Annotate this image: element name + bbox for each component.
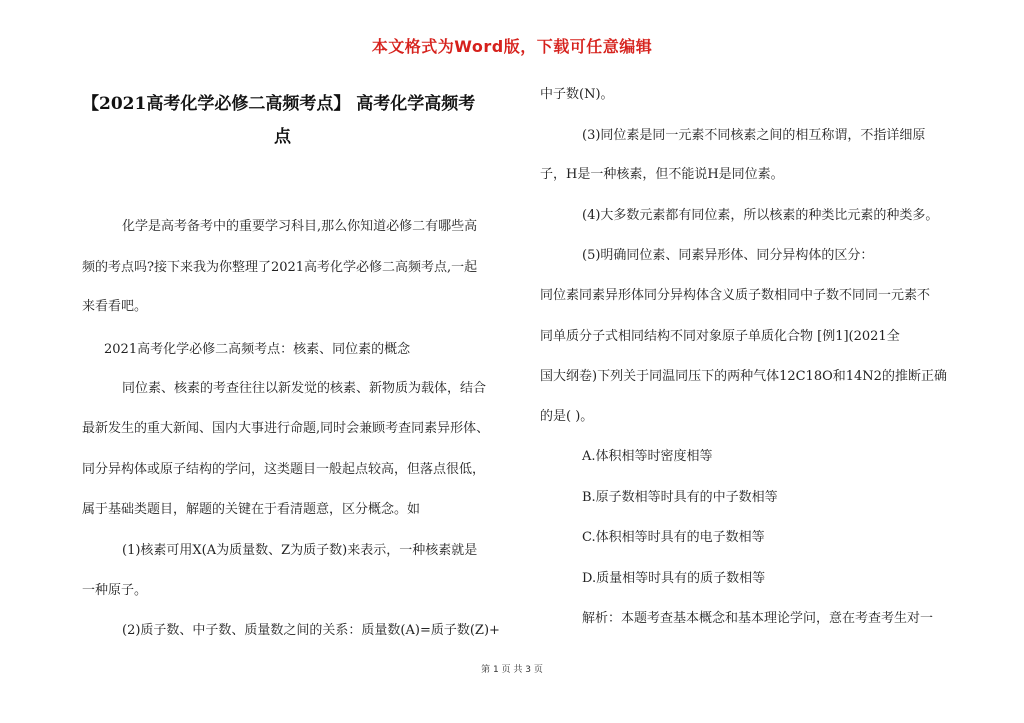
paragraph-line: 国大纲卷)下列关于同温同压下的两种气体12C18O和14N2的推断正确 xyxy=(540,369,947,384)
paragraph-line: 属于基础类题目，解题的关键在于看清题意，区分概念。如 xyxy=(82,502,421,517)
paragraph-line: 频的考点吗?接下来我为你整理了2021高考化学必修二高频考点,一起 xyxy=(82,260,478,275)
paragraph-line: 的是( )。 xyxy=(540,409,594,424)
option-b: B.原子数相等时具有的中子数相等 xyxy=(582,490,778,505)
paragraph-line: (1)核素可用X(A为质量数、Z为质子数)来表示，一种核素就是 xyxy=(122,543,478,558)
section-heading: 2021高考化学必修二高频考点：核素、同位素的概念 xyxy=(104,342,411,357)
word-format-banner: 本文格式为Word版，下载可任意编辑 xyxy=(371,37,653,56)
paragraph-line: 同分异构体或原子结构的学问，这类题目一般起点较高，但落点很低， xyxy=(82,462,486,477)
page-number: 第 1 页 共 3 页 xyxy=(481,665,543,675)
article-title-line-2: 点 xyxy=(274,127,291,147)
paragraph-line: 子，H是一种核素，但不能说H是同位素。 xyxy=(540,167,784,182)
option-d: D.质量相等时具有的质子数相等 xyxy=(582,571,766,586)
paragraph-line: (4)大多数元素都有同位素，所以核素的种类比元素的种类多。 xyxy=(582,208,939,223)
paragraph-line: 化学是高考备考中的重要学习科目,那么你知道必修二有哪些高 xyxy=(122,219,478,234)
option-a: A.体积相等时密度相等 xyxy=(582,449,713,464)
paragraph-line: 中子数(N)。 xyxy=(540,87,614,102)
option-c: C.体积相等时具有的电子数相等 xyxy=(582,530,765,545)
paragraph-line: 来看看吧。 xyxy=(82,299,148,314)
paragraph-line: (5)明确同位素、同素异形体、同分异构体的区分： xyxy=(582,248,874,263)
paragraph-line: 同单质分子式相同结构不同对象原子单质化合物 [例1](2021全 xyxy=(540,329,900,344)
paragraph-line: 同位素、核素的考查往往以新发觉的核素、新物质为载体，结合 xyxy=(122,381,487,396)
paragraph-line: (2)质子数、中子数、质量数之间的关系：质量数(A)=质子数(Z)+ xyxy=(122,623,500,638)
paragraph-line: 一种原子。 xyxy=(82,583,148,598)
answer-analysis: 解析：本题考查基本概念和基本理论学问，意在考查考生对一 xyxy=(582,611,934,626)
paragraph-line: (3)同位素是同一元素不同核素之间的相互称谓，不指详细原 xyxy=(582,128,926,143)
paragraph-line: 最新发生的重大新闻、国内大事进行命题,同时会兼顾考查同素异形体、 xyxy=(82,421,490,436)
article-title-line-1: 【2021高考化学必修二高频考点】 高考化学高频考 xyxy=(82,94,476,114)
paragraph-line: 同位素同素异形体同分异构体含义质子数相同中子数不同同一元素不 xyxy=(540,288,931,303)
